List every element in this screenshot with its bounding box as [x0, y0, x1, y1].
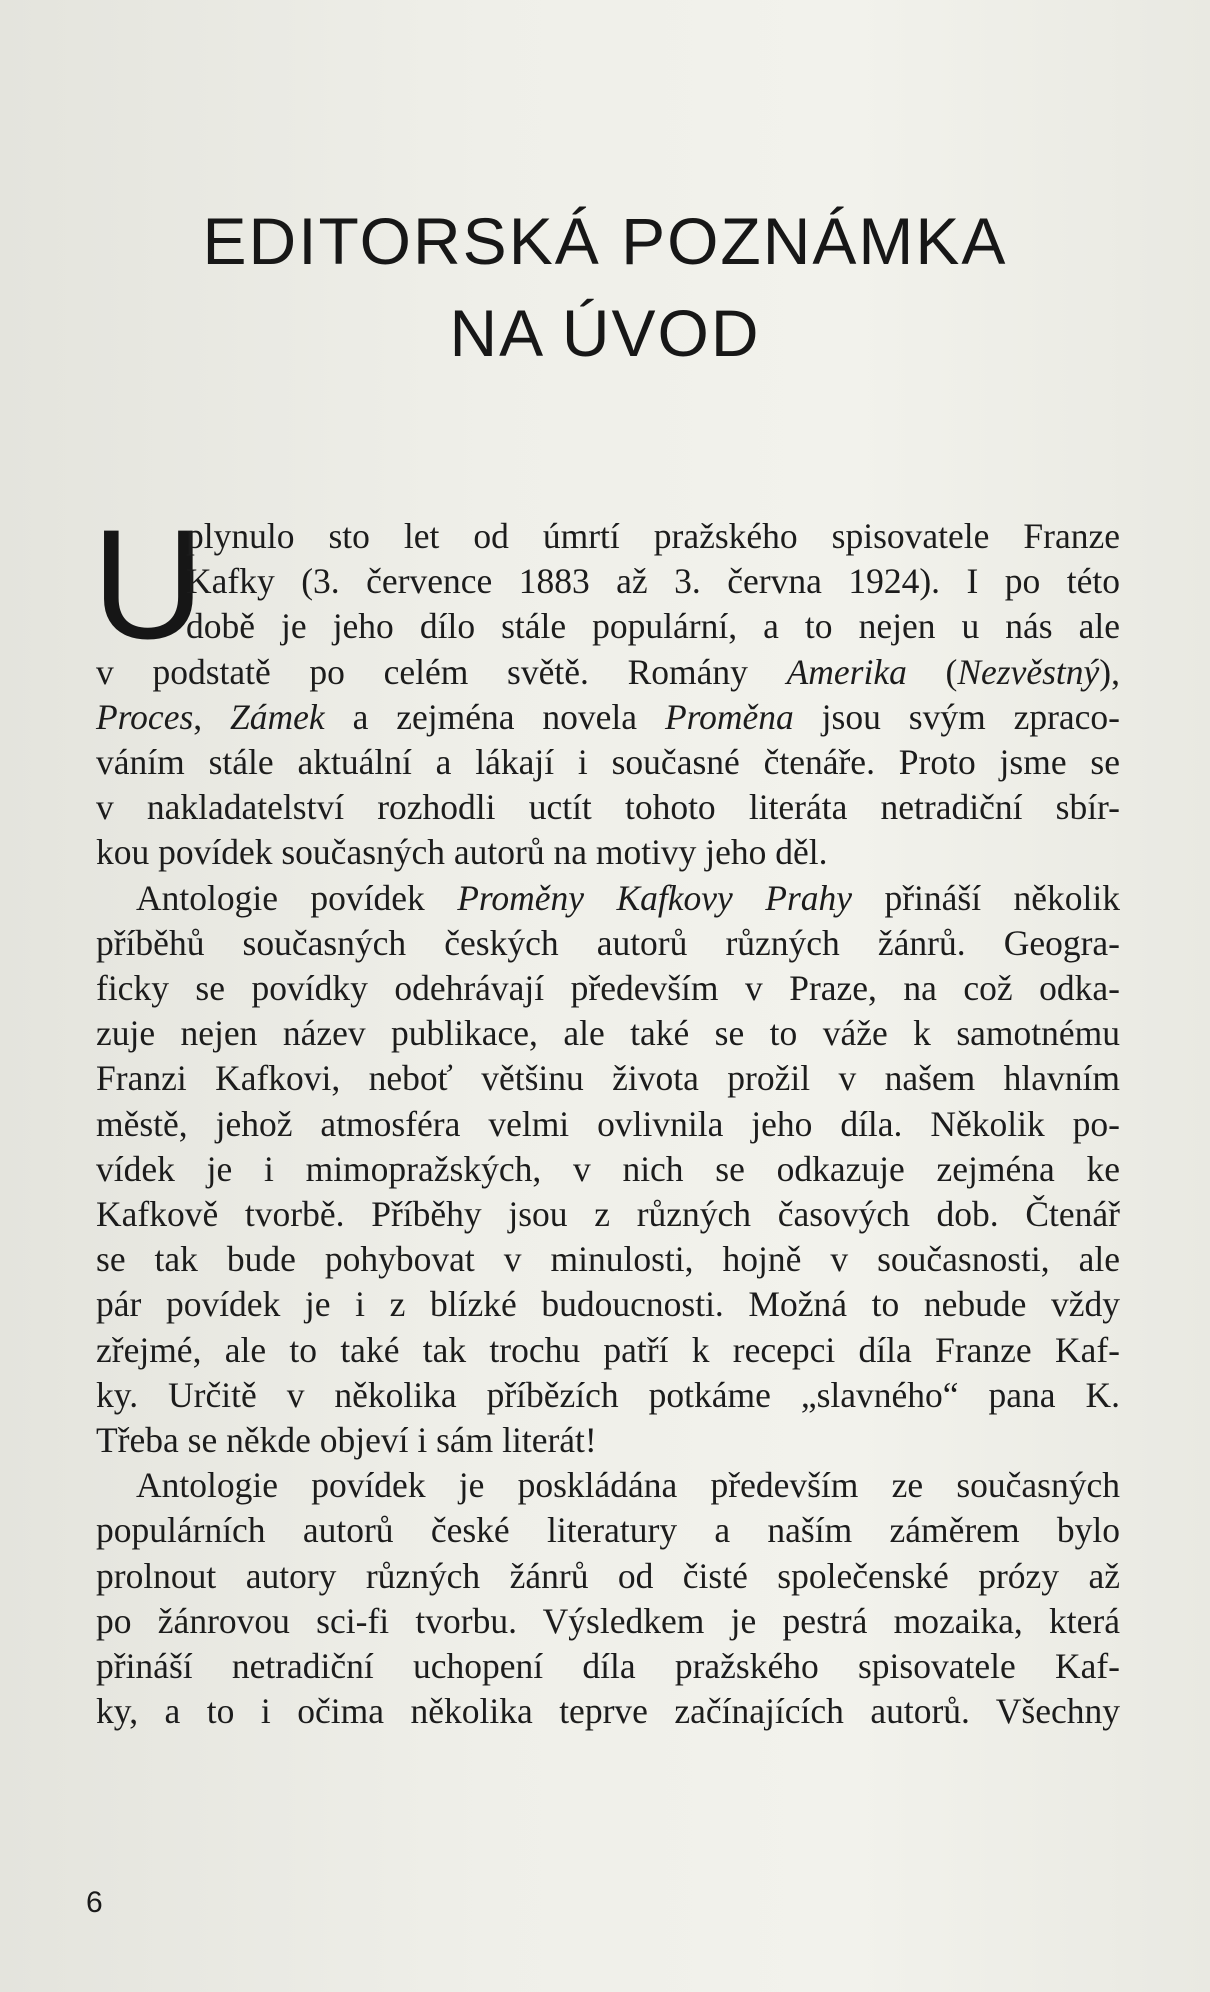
text-line: Kafkově tvorbě. Příběhy jsou z různých časových dob. Čtenář — [96, 1194, 1120, 1235]
body-text — [96, 514, 1120, 1734]
text-line: ficky se povídky odehrávají především v Praze, na což odka- — [96, 968, 1120, 1009]
text-line: váním stále aktuální a lákají i současné čtenáře. Proto jsme se — [96, 742, 1120, 783]
text-line: zřejmé, ale to také tak trochu patří k recepci díla Franze Kaf- — [96, 1329, 1120, 1370]
drop-cap: U — [92, 498, 205, 672]
text-line: ky, a to i očima několika teprve začínajících autorů. Všechny — [96, 1691, 1120, 1732]
text-line: Třeba se někde objeví i sám literát! — [96, 1420, 597, 1461]
text-line: v nakladatelství rozhodli uctít tohoto literáta netradiční sbír- — [96, 787, 1120, 828]
chapter-title — [0, 195, 1210, 379]
page-number: 6 — [86, 1886, 103, 1919]
text-line: plynulo sto let od úmrtí pražského spisovatele Franze — [186, 516, 1120, 556]
text-line: zuje nejen název publikace, ale také se to váže k samotnému — [96, 1013, 1120, 1054]
text-line: ky. Určitě v několika příbězích potkáme „slavného“ pana K. — [96, 1374, 1120, 1415]
text-line: v podstatě po celém světě. Romány Amerika (Nezvěstný), — [96, 651, 1120, 692]
text-line: Franzi Kafkovi, neboť většinu života prožil v našem hlavním — [96, 1058, 1120, 1099]
text-line: době je jeho dílo stále populární, a to nejen u nás ale — [186, 606, 1120, 647]
text-line: pár povídek je i z blízké budoucnosti. Možná to nebude vždy — [96, 1284, 1120, 1325]
text-line: se tak bude pohybovat v minulosti, hojně v současnosti, ale — [96, 1239, 1120, 1280]
text-line: přináší netradiční uchopení díla pražského spisovatele Kaf- — [96, 1646, 1120, 1687]
text-line: Antologie povídek je poskládána především ze současných — [136, 1465, 1120, 1506]
chapter-title-line-1: EDITORSKÁ POZNÁMKA — [202, 204, 1008, 278]
text-line: Antologie povídek Proměny Kafkovy Prahy přináší několik — [136, 877, 1120, 918]
text-line: kou povídek současných autorů na motivy jeho děl. — [96, 832, 828, 873]
text-line: městě, jehož atmosféra velmi ovlivnila jeho díla. Několik po- — [96, 1103, 1120, 1144]
text-line: prolnout autory různých žánrů od čisté společenské prózy až — [96, 1555, 1120, 1596]
text-line: Proces, Zámek a zejména novela Proměna jsou svým zpraco- — [96, 696, 1121, 737]
chapter-title-line-2: NA ÚVOD — [449, 296, 761, 370]
text-line: po žánrovou sci-fi tvorbu. Výsledkem je pestrá mozaika, která — [96, 1600, 1120, 1641]
text-line: příběhů současných českých autorů různých žánrů. Geogra- — [96, 922, 1120, 963]
text-line: vídek je i mimopražských, v nich se odkazuje zejména ke — [96, 1148, 1120, 1189]
text-line: Kafky (3. července 1883 až 3. června 1924). I po této — [186, 561, 1120, 602]
text-line: populárních autorů české literatury a naším záměrem bylo — [96, 1510, 1120, 1551]
